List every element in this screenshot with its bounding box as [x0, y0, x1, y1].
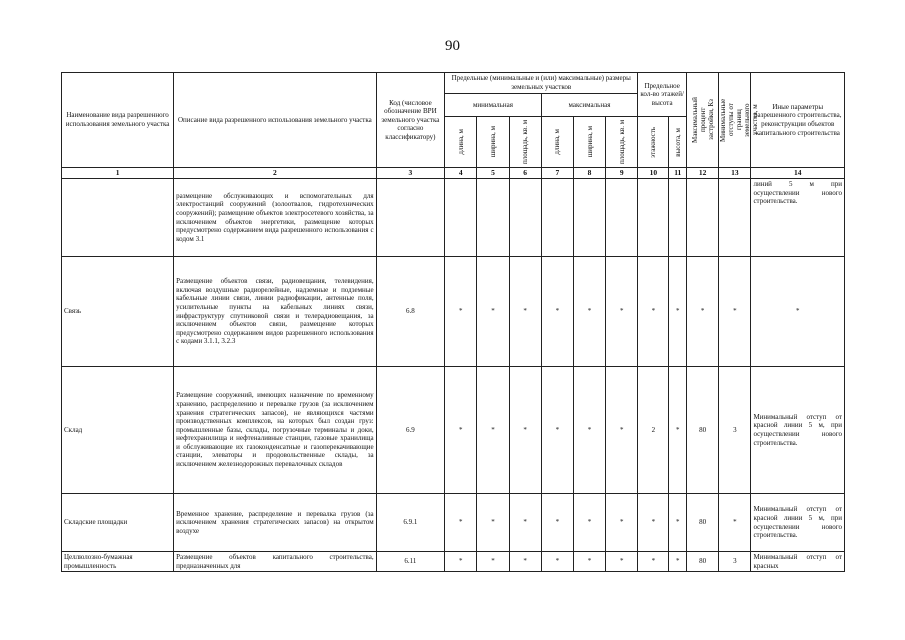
cell-min-width: *	[477, 494, 509, 552]
col-number: 6	[509, 168, 541, 179]
cell-max-width: *	[573, 494, 605, 552]
row-name: Целлюлозно-бумажная промышленность	[62, 552, 174, 572]
row-description: Размещение объектов капитального строительства, предназначенных для	[174, 552, 376, 572]
column-numbers-row	[62, 168, 845, 179]
table-row	[62, 179, 845, 257]
header-description: Описание вида разрешенного использования земельного участка	[174, 73, 376, 168]
page-number: 90	[445, 38, 460, 54]
header-other-params: Иные параметры разрешенного строительства, реконструкции объектов капитального строительства	[751, 73, 845, 168]
zoning-regulations-table	[61, 72, 845, 572]
col-number: 8	[573, 168, 605, 179]
cell-max-length	[541, 179, 573, 257]
col-number: 10	[638, 168, 669, 179]
cell-min-length: *	[445, 552, 477, 572]
row-code: 6.8	[376, 257, 445, 367]
cell-height: *	[669, 257, 687, 367]
cell-max-area: *	[606, 552, 638, 572]
row-description: Временное хранение, распределение и перевалка грузов (за исключением хранения стратегических запасов) на открытом воздухе	[174, 494, 376, 552]
cell-min-length	[445, 179, 477, 257]
table-row	[62, 257, 845, 367]
col-number: 1	[62, 168, 174, 179]
cell-min-area	[509, 179, 541, 257]
header-plot-limits: Предельные (минимальные и (или) максимальные) размеры земельных участков	[445, 73, 638, 94]
header-min-setback: Минимальные отступы от границ земельного участка, м	[719, 73, 751, 168]
cell-min-setback: *	[719, 494, 751, 552]
cell-height	[669, 179, 687, 257]
col-number: 12	[687, 168, 719, 179]
cell-max-area: *	[606, 494, 638, 552]
cell-min-setback: 3	[719, 552, 751, 572]
row-other-params: Минимальный отступ от красной линии 5 м, при осуществлении нового строительства.	[751, 367, 845, 494]
col-number: 7	[541, 168, 573, 179]
header-storeys: этажность	[638, 117, 669, 168]
cell-min-length: *	[445, 257, 477, 367]
row-name: Склад	[62, 367, 174, 494]
cell-min-length: *	[445, 367, 477, 494]
row-name: Складские площадки	[62, 494, 174, 552]
header-maximum: максимальная	[541, 94, 638, 117]
cell-storeys: *	[638, 257, 669, 367]
cell-height: *	[669, 367, 687, 494]
cell-min-setback	[719, 179, 751, 257]
row-other-params: Минимальный отступ от красных	[751, 552, 845, 572]
cell-min-width: *	[477, 552, 509, 572]
row-code	[376, 179, 445, 257]
header-min-area: площадь, кв. м	[509, 117, 541, 168]
header-max-coverage: Максимальный процент застройки, Кз	[687, 73, 719, 168]
cell-min-setback: *	[719, 257, 751, 367]
cell-min-length: *	[445, 494, 477, 552]
row-other-params: *	[751, 257, 845, 367]
header-name: Наименование вида разрешенного использования земельного участка	[62, 73, 174, 168]
cell-max-coverage: 80	[687, 494, 719, 552]
header-code: Код (числовое обозначение ВРИ земельного участка согласно классификатору)	[376, 73, 445, 168]
row-code: 6.11	[376, 552, 445, 572]
row-code: 6.9.1	[376, 494, 445, 552]
cell-max-length: *	[541, 257, 573, 367]
col-number: 4	[445, 168, 477, 179]
table-row	[62, 494, 845, 552]
cell-max-coverage	[687, 179, 719, 257]
cell-max-coverage: *	[687, 257, 719, 367]
col-number: 3	[376, 168, 445, 179]
cell-max-coverage: 80	[687, 367, 719, 494]
header-minimum: минимальная	[445, 94, 542, 117]
cell-height: *	[669, 552, 687, 572]
col-number: 5	[477, 168, 509, 179]
cell-max-area: *	[606, 257, 638, 367]
cell-height: *	[669, 494, 687, 552]
col-number: 2	[174, 168, 376, 179]
cell-min-area: *	[509, 367, 541, 494]
cell-min-width	[477, 179, 509, 257]
row-other-params: Минимальный отступ от красной линии 5 м, при осуществлении нового строительства.	[751, 494, 845, 552]
cell-min-setback: 3	[719, 367, 751, 494]
col-number: 14	[751, 168, 845, 179]
header-floors-height: Предельное кол-во этажей/ высота	[638, 73, 687, 117]
row-other-params: линий 5 м при осуществлении нового строительства.	[751, 179, 845, 257]
col-number: 9	[606, 168, 638, 179]
header-height: высота, м	[669, 117, 687, 168]
header-max-area: площадь, кв. м	[606, 117, 638, 168]
header-min-width: ширина, м	[477, 117, 509, 168]
cell-max-area	[606, 179, 638, 257]
cell-max-area: *	[606, 367, 638, 494]
cell-max-width: *	[573, 257, 605, 367]
cell-max-length: *	[541, 367, 573, 494]
cell-min-width: *	[477, 257, 509, 367]
row-name	[62, 179, 174, 257]
cell-max-length: *	[541, 494, 573, 552]
cell-min-area: *	[509, 257, 541, 367]
header-max-length: длина, м	[541, 117, 573, 168]
col-number: 11	[669, 168, 687, 179]
row-name: Связь	[62, 257, 174, 367]
cell-storeys: *	[638, 494, 669, 552]
row-description: Размещение объектов связи, радиовещания, телевидения, включая воздушные радиорелейные, надземные и подземные кабельные линии связи, линии радиофикации, антенные поля, усилительные пункты на кабельных линиях связи, инфраструктуру спутниковой связи и телерадиовещания, за исключением объектов связи, размещение которых предусмотрено содержанием видов разрешенного использования с кодами 3.1.1, 3.2.3	[174, 257, 376, 367]
cell-max-coverage: 80	[687, 552, 719, 572]
cell-max-width: *	[573, 552, 605, 572]
row-description: размещение обслуживающих и вспомогательных для электростанций сооружений (золоотвалов, гидротехнических сооружений); размещение объектов электросетевого хозяйства, за исключением объектов энергетики, размещение которых предусмотрено содержанием вида разрешенного использования с кодом 3.1	[174, 179, 376, 257]
header-row-1	[62, 73, 845, 94]
row-code: 6.9	[376, 367, 445, 494]
col-number: 13	[719, 168, 751, 179]
table-row	[62, 367, 845, 494]
cell-storeys	[638, 179, 669, 257]
header-min-length: длина, м	[445, 117, 477, 168]
cell-max-width: *	[573, 367, 605, 494]
cell-min-width: *	[477, 367, 509, 494]
cell-min-area: *	[509, 552, 541, 572]
cell-storeys: *	[638, 552, 669, 572]
cell-min-area: *	[509, 494, 541, 552]
table-row	[62, 552, 845, 572]
header-max-width: ширина, м	[573, 117, 605, 168]
cell-max-width	[573, 179, 605, 257]
row-description: Размещение сооружений, имеющих назначение по временному хранению, распределению и перевалке грузов (за исключением хранения стратегических запасов), не являющихся частями производственных комплексов, на которых был создан груз: промышленные базы, склады, погрузочные терминалы и доки, нефтехранилища и нефтеналивные станции, газовые хранилища и обслуживающие их газоконденсатные и газоперекачивающие станции, элеваторы и продовольственные склады, за исключением железнодорожных перевалочных складов	[174, 367, 376, 494]
cell-max-length: *	[541, 552, 573, 572]
cell-storeys: 2	[638, 367, 669, 494]
